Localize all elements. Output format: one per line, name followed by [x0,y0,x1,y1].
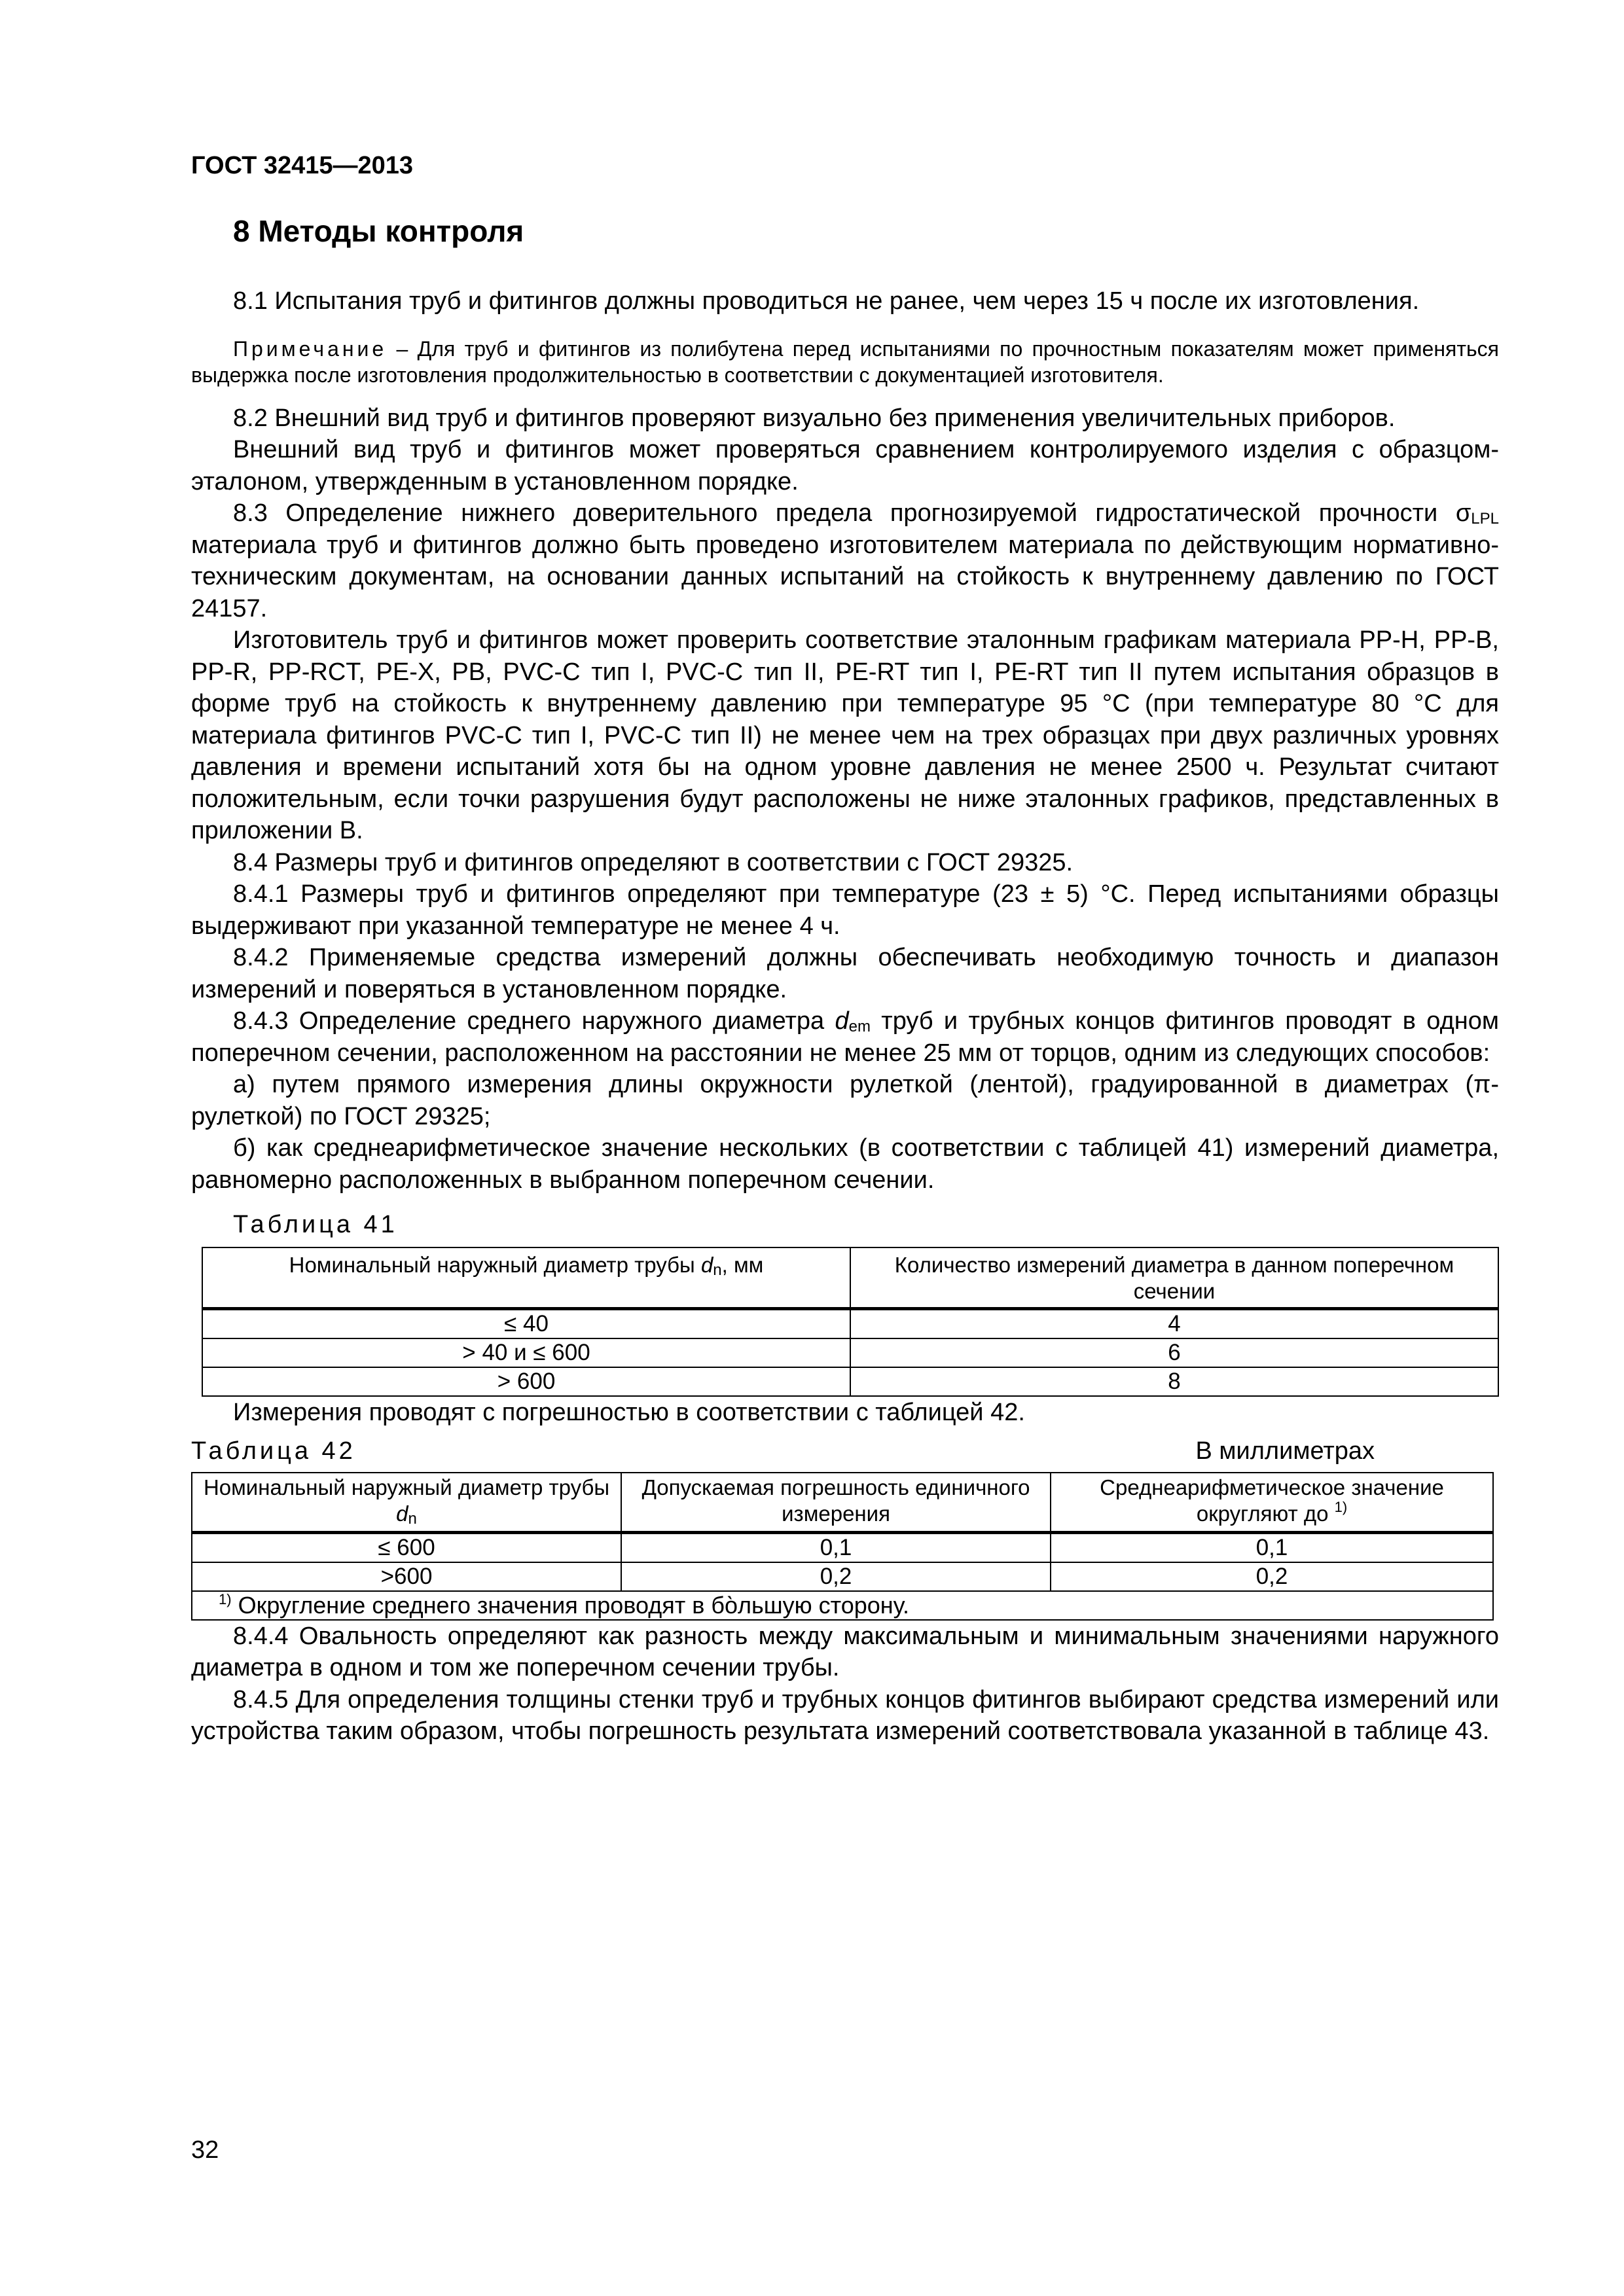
header-variable: d [396,1501,408,1526]
header-text: Номинальный наружный диаметр трубы [289,1253,701,1277]
table-42-caption: Таблица 42 [191,1437,356,1465]
table-header-row [202,1247,1498,1309]
header-subscript: n [713,1261,722,1279]
footnote-ref: 1) [1334,1498,1348,1515]
table-cell: 8 [850,1367,1498,1396]
table-header-cell [1051,1473,1493,1533]
table-row [202,1309,1498,1339]
table-41-caption: Таблица 41 [233,1211,398,1238]
table-cell: > 600 [202,1367,850,1396]
sigma-symbol: σ [1455,499,1471,527]
table-row [192,1532,1493,1562]
p8-4-3-text-start: 8.4.3 Определение среднего наружного диаметра [233,1007,835,1035]
paragraph-8-4-3-a: а) путем прямого измерения длины окружности рулеткой (лентой), градуированной в диаметрах (π-рулеткой) по ГОСТ 29325; [191,1071,1499,1130]
table-header-cell [202,1247,850,1309]
paragraph-8-4: 8.4 Размеры труб и фитингов определяют в соответствии с ГОСТ 29325. [233,848,1074,876]
table-cell: > 40 и ≤ 600 [202,1338,850,1367]
table-row [192,1562,1493,1591]
paragraph-8-4-1: 8.4.1 Размеры труб и фитингов определяют при температуре (23 ± 5) °С. Перед испытаниями образцы выдерживают при указанной температуре не менее 4 ч. [191,880,1499,940]
table-42-caption-row [191,1435,1499,1467]
footnote-text: Округление среднего значения проводят в бо̀льшую сторону. [231,1591,910,1619]
table-row [202,1367,1498,1396]
table-header-cell [192,1473,621,1533]
p8-3-text-start: 8.3 Определение нижнего доверительного предела прогнозируемой гидростатической прочности [233,499,1456,527]
table-cell: >600 [192,1562,621,1591]
table-41 [202,1247,1499,1397]
variable-d-subscript: em [848,1018,871,1035]
p8-3-text-end: материала труб и фитингов должно быть проведено изготовителем материала по действующим нормативно-техническим документам, на основании данных испытаний на стойкость к внутреннему давлению по ГОСТ 24157. [191,531,1499,622]
document-body [191,285,1499,1748]
table-42-units: В миллиметрах [1195,1437,1375,1465]
note-label: Примечание [233,336,388,361]
table-footnote-row [192,1591,1493,1620]
table-cell: 0,2 [1051,1562,1493,1591]
table-row [202,1338,1498,1367]
paragraph-8-4-3 [191,1005,1499,1069]
table-header-row [192,1473,1493,1533]
table-cell: 0,1 [1051,1532,1493,1562]
paragraph-8-3-b: Изготовитель труб и фитингов может проверить соответствие эталонным графикам материала PP-H, PP-B, PP-R, PP-RCT, PE-X, PB, PVC-C тип I, PVC-C тип II, PE-RT тип I, PE-RT тип II путем испытания образцов в форме труб на стойкость к внутреннему давлению при температуре 95 °С (при температуре 80 °С для материала фитингов PVC-C тип I, PVC-C тип II) не менее чем на трех образцах при двух различных уровнях давления и времени испытаний хотя бы на одном уровне давления не менее 2500 ч. Результат считают положительным, если точки разрушения будут расположены не ниже эталонных графиков, представленных в приложении В. [191,626,1499,844]
section-title: 8 Методы контроля [233,214,524,248]
header-text: Среднеарифметическое значение округляют до [1100,1475,1444,1526]
paragraph-8-2-b: Внешний вид труб и фитингов может проверяться сравнением контролируемого изделия с образцом-эталоном, утвержденным в установленном порядке. [191,436,1499,495]
header-text: Номинальный наружный диаметр трубы [203,1475,610,1499]
paragraph-8-3 [191,497,1499,624]
paragraph-8-1: 8.1 Испытания труб и фитингов должны проводиться не ранее, чем через 15 ч после их изготовления. [233,287,1420,315]
table-42 [191,1472,1494,1621]
p8-4-3-text-end: труб и трубных концов фитингов проводят в одном поперечном сечении, расположенном на расстоянии не менее 25 мм от торцов, одним из следующих способов: [191,1007,1499,1067]
sigma-subscript: LPL [1471,510,1499,528]
header-variable: d [700,1253,713,1277]
note-text: – Для труб и фитингов из полибутена перед испытаниями по прочностным показателям может применяться выдержка после изготовления продолжительностью в соответствии с документацией изготовителя. [191,336,1499,387]
table-cell: 6 [850,1338,1498,1367]
paragraph-8-4-3-b: б) как среднеарифметическое значение нескольких (в соответствии с таблицей 41) измерений диаметра, равномерно расположенных в выбранном поперечном сечении. [191,1134,1499,1194]
note [191,336,1499,388]
table-cell: ≤ 40 [202,1309,850,1339]
footnote-mark: 1) [219,1590,232,1607]
header-unit: , мм [721,1253,764,1277]
paragraph-8-4-5: 8.4.5 Для определения толщины стенки труб и трубных концов фитингов выбирают средства измерений или устройства таким образом, чтобы погрешность результата измерений соответствовала указанной в таблице 43. [191,1685,1499,1745]
table-cell: 4 [850,1309,1498,1339]
header-subscript: n [408,1509,417,1528]
table-header-cell: Количество измерений диаметра в данном поперечном сечении [850,1247,1498,1309]
table-cell: 0,2 [621,1562,1051,1591]
paragraph-after-table-41: Измерения проводят с погрешностью в соответствии с таблицей 42. [233,1399,1025,1426]
paragraph-8-2: 8.2 Внешний вид труб и фитингов проверяют визуально без применения увеличительных приборов. [233,404,1396,432]
table-footnote [192,1591,1493,1620]
table-cell: 0,1 [621,1532,1051,1562]
table-cell: ≤ 600 [192,1532,621,1562]
document-code: ГОСТ 32415—2013 [191,152,414,179]
page-number: 32 [191,2136,219,2164]
table-header-cell: Допускаемая погрешность единичного измерения [621,1473,1051,1533]
variable-d: d [835,1007,849,1035]
paragraph-8-4-2: 8.4.2 Применяемые средства измерений должны обеспечивать необходимую точность и диапазон измерений и поверяться в установленном порядке. [191,944,1499,1003]
paragraph-8-4-4: 8.4.4 Овальность определяют как разность между максимальным и минимальным значениями наружного диаметра в одном и том же поперечном сечении трубы. [191,1622,1499,1681]
